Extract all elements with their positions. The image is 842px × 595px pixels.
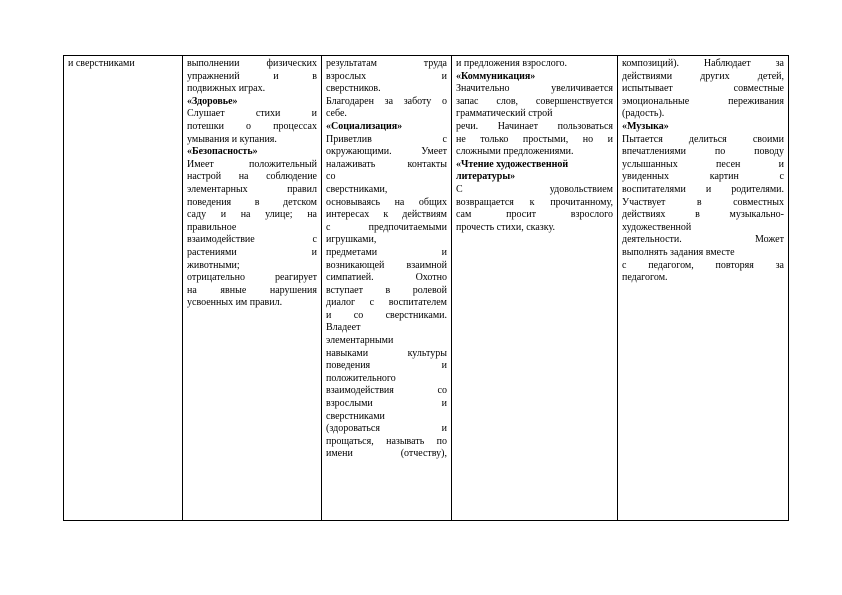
- section-heading: «Коммуникация»: [456, 70, 536, 82]
- text-line: взрослыми и: [326, 398, 447, 410]
- text-line: саду и на улице; на: [187, 209, 317, 221]
- text-line: поведения и: [326, 360, 447, 372]
- text-line: действиями других детей,: [622, 70, 784, 82]
- text-line: воспитателями и родителями.: [622, 183, 784, 195]
- text-line: взаимодействие с: [187, 234, 317, 246]
- text-line: и сверстниками: [68, 58, 135, 69]
- text-line: прочесть стихи, сказку.: [456, 221, 555, 233]
- text-line: поведения в детском: [187, 196, 317, 208]
- text-line: симпатией. Охотно: [326, 272, 447, 284]
- text-line: имени (отчеству),: [326, 448, 447, 460]
- text-line: художественной: [622, 221, 692, 233]
- text-line: взрослых и: [326, 70, 447, 82]
- text-line: элементарных правил: [187, 183, 317, 195]
- text-line: Участвует в совместных: [622, 196, 784, 208]
- section-heading: литературы»: [456, 171, 516, 183]
- text-line: подвижных играх.: [187, 83, 266, 95]
- text-line: упражнений и в: [187, 70, 317, 82]
- text-line: предметами и: [326, 246, 447, 258]
- text-line: эмоциональные переживания: [622, 95, 784, 107]
- text-line: себе.: [326, 108, 347, 120]
- text-line: сверстниками,: [326, 183, 388, 195]
- text-line: сверстниками: [326, 410, 385, 422]
- text-line: отрицательно реагирует: [187, 272, 317, 284]
- text-line: игрушками,: [326, 234, 377, 246]
- section-heading: «Чтение художественной: [456, 158, 569, 170]
- text-line: сложными предложениями.: [456, 146, 574, 158]
- text-line: растениями и: [187, 246, 317, 258]
- table-cell: [322, 56, 452, 521]
- text-line: со: [326, 171, 336, 183]
- text-line: действиях в музыкально-: [622, 209, 784, 221]
- text-line: элементарными: [326, 335, 394, 347]
- text-line: С удовольствием: [456, 183, 613, 195]
- text-line: сам просит взрослого: [456, 209, 613, 221]
- text-line: (здороваться и: [326, 423, 447, 435]
- text-line: выполнять задания вместе: [622, 246, 735, 258]
- text-line: диалог с воспитателем: [326, 297, 447, 309]
- text-line: потешки о процессах: [187, 120, 317, 132]
- text-line: с предпочитаемыми: [326, 221, 447, 233]
- text-line: на явные нарушения: [187, 284, 317, 296]
- text-line: возникающей взаимной: [326, 259, 447, 271]
- text-line: речи. Начинает пользоваться: [456, 120, 613, 132]
- text-line: интересах к действиям: [326, 209, 447, 221]
- text-line: основываясь на общих: [326, 196, 447, 208]
- text-line: положительного: [326, 372, 396, 384]
- section-heading: «Музыка»: [622, 120, 669, 132]
- text-line: возвращается к прочитанному,: [456, 196, 613, 208]
- text-line: Значительно увеличивается: [456, 83, 613, 95]
- text-line: прощаться, называть по: [326, 435, 447, 447]
- text-line: Благодарен за заботу о: [326, 95, 447, 107]
- text-line: вступает в ролевой: [326, 284, 447, 296]
- text-line: деятельности. Может: [622, 234, 784, 246]
- text-line: Приветлив с: [326, 133, 447, 145]
- table-row: [64, 56, 789, 521]
- text-line: и предложения взрослого.: [456, 58, 568, 69]
- text-line: правильное: [187, 221, 237, 233]
- text-line: животными;: [187, 259, 240, 271]
- text-line: увиденных картин с: [622, 171, 784, 183]
- text-line: не только простыми, но и: [456, 133, 613, 145]
- text-line: композиций). Наблюдает за: [622, 58, 784, 69]
- text-line: настрой на соблюдение: [187, 171, 317, 183]
- text-line: запас слов, совершенствуется: [456, 95, 613, 107]
- text-line: грамматический строй: [456, 108, 553, 120]
- text-line: окружающими. Умеет: [326, 146, 447, 158]
- table-cell: [183, 56, 322, 521]
- text-line: услышанных песен и: [622, 158, 784, 170]
- text-line: (радость).: [622, 108, 665, 120]
- text-line: результатам труда: [326, 58, 447, 69]
- section-heading: «Здоровье»: [187, 95, 238, 107]
- text-line: взаимодействия со: [326, 385, 447, 397]
- text-line: умывания и купания.: [187, 133, 277, 145]
- table-cell: [64, 56, 183, 521]
- text-line: сверстников.: [326, 83, 381, 95]
- text-line: выполнении физических: [187, 58, 317, 69]
- section-heading: «Безопасность»: [187, 146, 258, 158]
- section-heading: «Социализация»: [326, 120, 403, 132]
- text-line: Пытается делиться своими: [622, 133, 784, 145]
- text-line: с педагогом, повторяя за: [622, 259, 784, 271]
- text-line: навыками культуры: [326, 347, 447, 359]
- table-cell: [452, 56, 618, 521]
- text-line: Имеет положительный: [187, 158, 317, 170]
- text-line: Владеет: [326, 322, 361, 334]
- table-cell: [618, 56, 789, 521]
- text-line: налаживать контакты: [326, 158, 447, 170]
- text-line: и со сверстниками.: [326, 309, 447, 321]
- text-line: Слушает стихи и: [187, 108, 317, 120]
- development-table: [63, 55, 789, 521]
- text-line: впечатлениями по поводу: [622, 146, 784, 158]
- text-line: испытывает совместные: [622, 83, 784, 95]
- text-line: педагогом.: [622, 272, 668, 284]
- text-line: усвоенных им правил.: [187, 297, 283, 309]
